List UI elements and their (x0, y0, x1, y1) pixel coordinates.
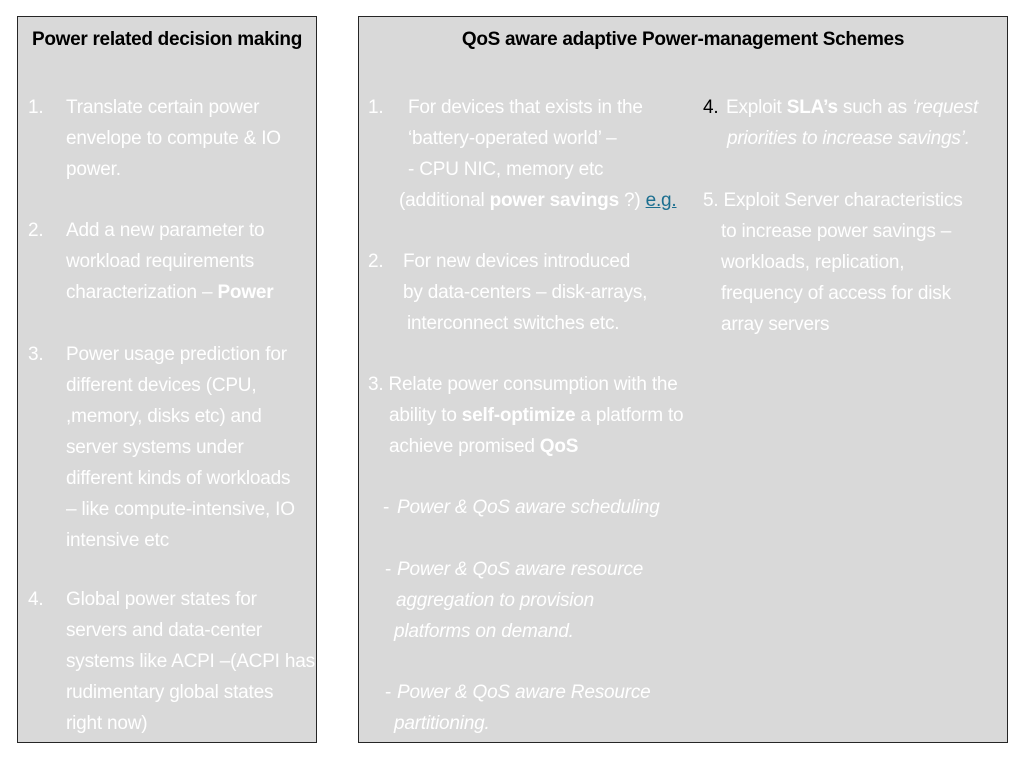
list-line: to increase power savings – (721, 221, 952, 242)
list-number: 2. (368, 251, 384, 272)
left-panel-title: Power related decision making (31, 29, 303, 50)
list-line (66, 277, 273, 308)
list-number: 4. (703, 97, 719, 118)
sub-line: aggregation to provision (396, 590, 595, 611)
line-suffix: a platform to (575, 405, 684, 426)
list-line: frequency of access for disk (721, 283, 951, 304)
list-line (399, 185, 677, 216)
list-line: ,memory, disks etc) and (66, 406, 262, 427)
list-line: workload requirements (66, 251, 254, 272)
right-panel-title: QoS aware adaptive Power-management Schemes (461, 29, 905, 50)
line-prefix: achieve promised (389, 436, 540, 457)
sub-line: Power & QoS aware resource (397, 559, 644, 580)
list-line (389, 431, 578, 462)
bold-term: Power (217, 282, 274, 303)
list-line: For new devices introduced (403, 251, 631, 272)
bold-term: self-optimize (461, 405, 576, 426)
italic-term: ‘request (912, 97, 979, 118)
list-line: intensive etc (66, 530, 170, 551)
list-line: workloads, replication, (721, 252, 905, 273)
list-line: interconnect switches etc. (407, 313, 620, 334)
list-line: Add a new parameter to (66, 220, 265, 241)
line-prefix: characterization – (66, 282, 218, 303)
line-prefix: (additional (399, 190, 490, 211)
bold-term: QoS (539, 436, 579, 457)
sub-dash: - (385, 682, 392, 703)
list-line: For devices that exists in the (408, 97, 643, 118)
list-line: rudimentary global states (66, 682, 274, 703)
list-line: power. (66, 159, 121, 180)
sub-line: partitioning. (394, 713, 490, 734)
line-suffix: ?) (618, 190, 646, 211)
bold-term: power savings (489, 190, 619, 211)
sub-line: Power & QoS aware scheduling (397, 497, 660, 518)
list-line: right now) (66, 713, 148, 734)
list-line: different devices (CPU, (66, 375, 257, 396)
list-line: by data-centers – disk-arrays, (403, 282, 648, 303)
sub-line: Power & QoS aware Resource (397, 682, 651, 703)
list-line: systems like ACPI –(ACPI has (66, 651, 315, 672)
list-line: 3. Relate power consumption with the (368, 374, 678, 395)
list-number: 4. (28, 589, 44, 610)
list-number: 1. (28, 97, 44, 118)
list-line: Power usage prediction for (66, 344, 287, 365)
list-line: Global power states for (66, 589, 257, 610)
sub-dash: - (385, 559, 392, 580)
line-prefix: ability to (389, 405, 462, 426)
list-line: different kinds of workloads (66, 468, 291, 489)
list-number: 1. (368, 97, 384, 118)
list-line: servers and data-center (66, 620, 263, 641)
line-mid: such as (837, 97, 913, 118)
list-number: 3. (28, 344, 44, 365)
sub-line: platforms on demand. (394, 621, 574, 642)
list-line: - CPU NIC, memory etc (408, 159, 604, 180)
list-line (389, 400, 683, 431)
list-line: – like compute-intensive, IO (66, 499, 295, 520)
eg-link[interactable]: e.g. (645, 190, 677, 211)
list-line: Translate certain power (66, 97, 260, 118)
list-line: ‘battery-operated world’ – (408, 128, 617, 149)
list-line (726, 92, 978, 123)
list-line: envelope to compute & IO (66, 128, 281, 149)
list-line: 5. Exploit Server characteristics (703, 190, 963, 211)
list-number: 2. (28, 220, 44, 241)
bold-term: SLA’s (786, 97, 838, 118)
list-line: array servers (721, 314, 830, 335)
list-line: server systems under (66, 437, 244, 458)
sub-dash: - (383, 497, 390, 518)
list-line: priorities to increase savings’. (727, 128, 970, 149)
line-prefix: Exploit (726, 97, 787, 118)
